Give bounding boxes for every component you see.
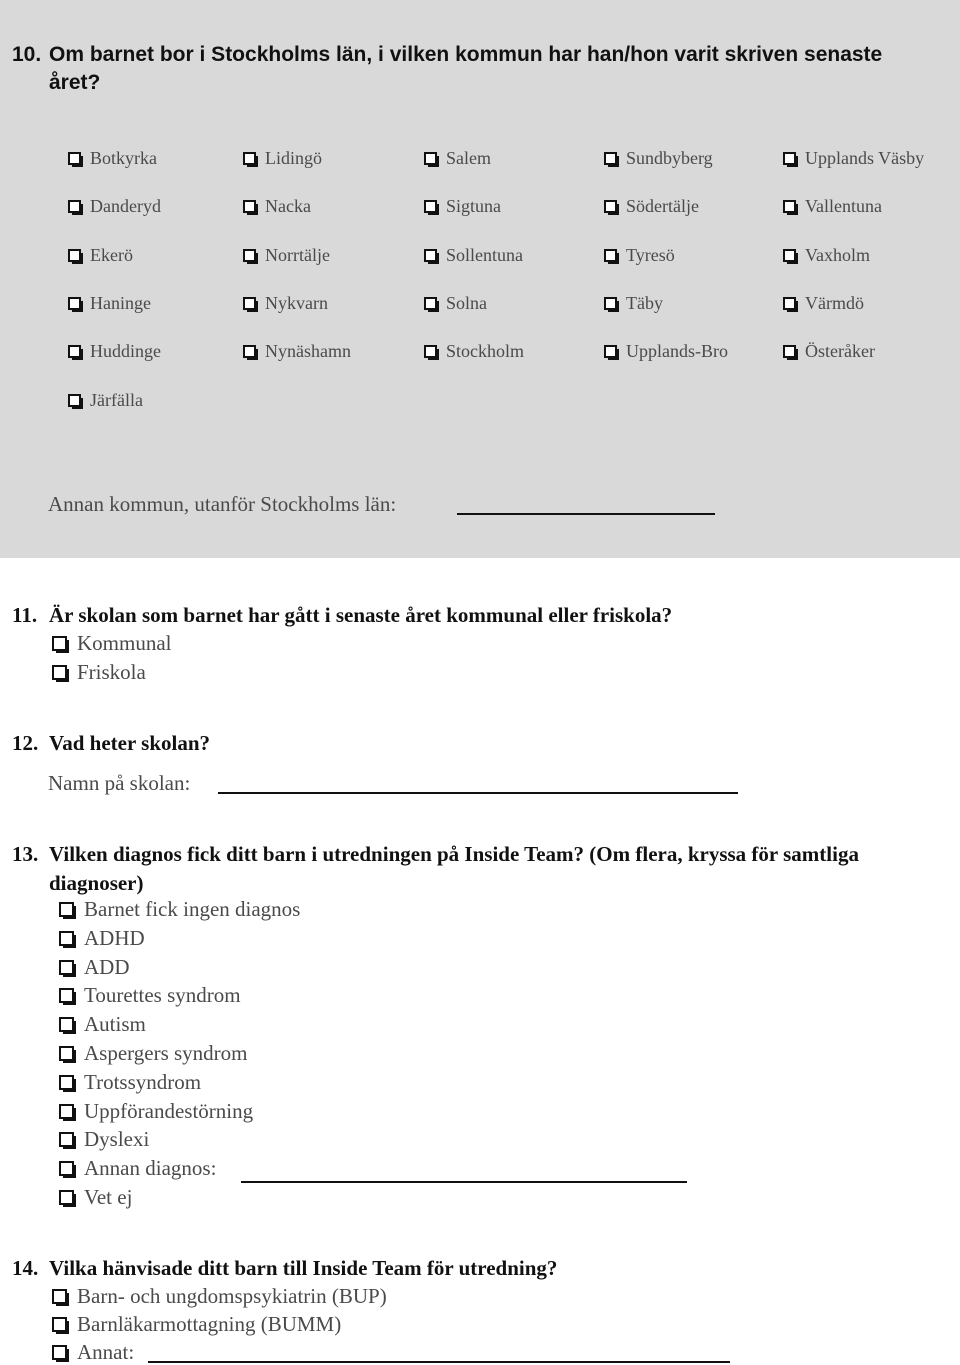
- checkbox-icon[interactable]: [424, 152, 437, 165]
- checkbox-icon[interactable]: [59, 1132, 74, 1147]
- municipality-checkbox[interactable]: [783, 148, 924, 169]
- checkbox-label: Vaxholm: [805, 244, 870, 265]
- checkbox-icon[interactable]: [52, 1345, 67, 1360]
- checkbox-label: Nacka: [265, 196, 311, 217]
- checkbox-icon[interactable]: [52, 1317, 67, 1332]
- checkbox-icon[interactable]: [52, 1289, 67, 1304]
- municipality-checkbox[interactable]: [424, 293, 487, 314]
- diagnosis-checkbox[interactable]: [59, 983, 241, 1008]
- question-11-heading: [12, 601, 942, 630]
- referral-checkbox[interactable]: [52, 1284, 387, 1309]
- checkbox-icon[interactable]: [424, 200, 437, 213]
- checkbox-label: Haninge: [90, 292, 151, 313]
- diagnosis-checkbox[interactable]: [59, 1156, 216, 1181]
- checkbox-label: Vet ej: [84, 1185, 133, 1209]
- checkbox-label: Värmdö: [805, 292, 864, 313]
- municipality-checkbox[interactable]: [783, 293, 864, 314]
- checkbox-icon[interactable]: [604, 200, 617, 213]
- checkbox-label: Sundbyberg: [626, 148, 713, 168]
- diagnosis-checkbox[interactable]: [59, 897, 300, 922]
- referral-checkbox[interactable]: [52, 1312, 341, 1337]
- municipality-checkbox[interactable]: [424, 196, 501, 217]
- checkbox-icon[interactable]: [68, 297, 81, 310]
- checkbox-icon[interactable]: [783, 297, 796, 310]
- municipality-checkbox[interactable]: [243, 293, 328, 314]
- checkbox-icon[interactable]: [243, 249, 256, 262]
- checkbox-icon[interactable]: [783, 345, 796, 358]
- municipality-checkbox[interactable]: [783, 196, 882, 217]
- checkbox-icon[interactable]: [59, 988, 74, 1003]
- checkbox-label: Dyslexi: [84, 1127, 150, 1152]
- checkbox-label: Upplands Väsby: [805, 148, 925, 168]
- checkbox-label: Kommunal: [77, 631, 172, 655]
- municipality-checkbox[interactable]: [68, 390, 143, 411]
- diagnosis-checkbox[interactable]: [59, 1127, 149, 1152]
- checkbox-label: Annan diagnos:: [84, 1156, 217, 1181]
- other-municipality-label: Annan kommun, utanför Stockholms län:: [48, 492, 397, 516]
- checkbox-icon[interactable]: [52, 636, 67, 651]
- diagnosis-checkbox[interactable]: [59, 1185, 132, 1210]
- checkbox-label: Österåker: [805, 341, 875, 362]
- checkbox-icon[interactable]: [424, 297, 437, 310]
- municipality-checkbox[interactable]: [243, 245, 330, 266]
- checkbox-label: Uppförandestörning: [84, 1098, 254, 1123]
- question-text: Vad heter skolan?: [49, 731, 211, 755]
- checkbox-icon[interactable]: [59, 1190, 74, 1205]
- checkbox-label: Salem: [446, 148, 491, 168]
- checkbox-icon[interactable]: [604, 345, 617, 358]
- municipality-checkbox[interactable]: [604, 196, 699, 217]
- municipality-checkbox[interactable]: [424, 341, 524, 362]
- checkbox-label: Sigtuna: [446, 196, 502, 217]
- checkbox-label: Barn- och ungdomspsykiatrin (BUP): [77, 1284, 387, 1308]
- checkbox-icon[interactable]: [783, 249, 796, 262]
- municipality-checkbox[interactable]: [243, 196, 311, 217]
- diagnosis-checkbox[interactable]: [59, 1070, 201, 1095]
- checkbox-label: Annat:: [77, 1340, 135, 1364]
- checkbox-label: Barnläkarmottagning (BUMM): [77, 1312, 342, 1336]
- question-number: 11.: [12, 603, 38, 627]
- checkbox-icon[interactable]: [52, 665, 67, 680]
- question-10-heading: [12, 41, 942, 101]
- municipality-checkbox[interactable]: [68, 341, 161, 362]
- checkbox-icon[interactable]: [68, 152, 81, 165]
- municipality-checkbox[interactable]: [68, 293, 151, 314]
- checkbox-icon[interactable]: [243, 200, 256, 213]
- question-number: 10.: [12, 43, 42, 66]
- checkbox-label: Solna: [446, 292, 488, 313]
- checkbox-icon[interactable]: [68, 249, 81, 262]
- checkbox-icon[interactable]: [59, 931, 74, 946]
- municipality-checkbox[interactable]: [68, 148, 157, 169]
- question-number: 13.: [12, 842, 39, 866]
- municipality-checkbox[interactable]: [604, 293, 663, 314]
- other-referral-field[interactable]: [148, 1361, 730, 1363]
- checkbox-label: Täby: [626, 292, 663, 313]
- other-municipality-field[interactable]: [457, 513, 715, 515]
- municipality-checkbox[interactable]: [243, 341, 351, 362]
- checkbox-icon[interactable]: [604, 297, 617, 310]
- checkbox-icon[interactable]: [68, 394, 81, 407]
- checkbox-icon[interactable]: [783, 152, 796, 165]
- checkbox-icon[interactable]: [59, 1075, 74, 1090]
- checkbox-icon[interactable]: [783, 200, 796, 213]
- checkbox-icon[interactable]: [424, 249, 437, 262]
- question-text: Är skolan som barnet har gått i senaste året kommunal eller friskola?: [49, 603, 673, 627]
- municipality-checkbox[interactable]: [68, 245, 133, 266]
- municipality-checkbox[interactable]: [243, 148, 322, 169]
- question-14-heading: [12, 1254, 942, 1283]
- diagnosis-checkbox[interactable]: [59, 1099, 253, 1124]
- question-number: 14.: [12, 1256, 39, 1280]
- municipality-checkbox[interactable]: [68, 196, 161, 217]
- checkbox-label: Nynäshamn: [265, 341, 351, 362]
- checkbox-label: Tyresö: [626, 244, 675, 265]
- municipality-checkbox[interactable]: [424, 148, 491, 169]
- diagnosis-checkbox[interactable]: [59, 1012, 146, 1037]
- municipality-checkbox[interactable]: [783, 245, 870, 266]
- checkbox-label: Aspergers syndrom: [84, 1041, 248, 1065]
- checkbox-label: ADD: [84, 954, 130, 979]
- checkbox-label: Nykvarn: [265, 292, 328, 313]
- municipality-checkbox[interactable]: [604, 148, 713, 169]
- municipality-checkbox[interactable]: [604, 245, 675, 266]
- checkbox-icon[interactable]: [59, 960, 74, 975]
- checkbox-label: ADHD: [84, 925, 145, 950]
- checkbox-icon[interactable]: [59, 1161, 74, 1176]
- checkbox-label: Lidingö: [265, 148, 322, 168]
- checkbox-label: Ekerö: [90, 244, 133, 265]
- checkbox-icon[interactable]: [243, 345, 256, 358]
- checkbox-icon[interactable]: [604, 152, 617, 165]
- question-text: Vilka hänvisade ditt barn till Inside Team för utredning?: [49, 1256, 558, 1280]
- school-type-checkbox[interactable]: [52, 660, 146, 685]
- other-diagnosis-field[interactable]: [241, 1181, 687, 1183]
- school-name-field[interactable]: [218, 792, 738, 794]
- checkbox-label: Botkyrka: [90, 148, 157, 168]
- checkbox-label: Norrtälje: [265, 244, 330, 265]
- municipality-checkbox[interactable]: [604, 341, 728, 362]
- diagnosis-checkbox[interactable]: [59, 955, 130, 980]
- checkbox-label: Barnet fick ingen diagnos: [84, 897, 301, 921]
- checkbox-icon[interactable]: [59, 1104, 74, 1119]
- checkbox-icon[interactable]: [59, 1017, 74, 1032]
- checkbox-label: Stockholm: [446, 341, 525, 362]
- checkbox-label: Sollentuna: [446, 244, 523, 265]
- checkbox-label: Upplands-Bro: [626, 341, 728, 362]
- checkbox-icon[interactable]: [243, 152, 256, 165]
- checkbox-label: Tourettes syndrom: [84, 983, 241, 1008]
- school-type-checkbox[interactable]: [52, 631, 172, 656]
- checkbox-label: Järfälla: [90, 389, 143, 410]
- municipality-checkbox[interactable]: [783, 341, 875, 362]
- checkbox-icon[interactable]: [424, 345, 437, 358]
- checkbox-icon[interactable]: [604, 249, 617, 262]
- question-12-heading: [12, 729, 942, 758]
- checkbox-icon[interactable]: [68, 345, 81, 358]
- municipality-checkbox[interactable]: [424, 245, 523, 266]
- referral-checkbox[interactable]: [52, 1340, 134, 1365]
- diagnosis-checkbox[interactable]: [59, 926, 145, 951]
- checkbox-icon[interactable]: [68, 200, 81, 213]
- checkbox-icon[interactable]: [243, 297, 256, 310]
- checkbox-label: Autism: [84, 1012, 146, 1037]
- checkbox-label: Friskola: [77, 660, 146, 684]
- checkbox-icon[interactable]: [59, 1046, 74, 1061]
- question-text: Om barnet bor i Stockholms län, i vilken kommun har han/hon varit skriven senaste året?: [49, 43, 883, 94]
- question-13-heading: [12, 840, 942, 898]
- question-text: Vilken diagnos fick ditt barn i utredningen på Inside Team? (Om flera, kryssa för samtliga diagnoser): [49, 842, 859, 895]
- question-number: 12.: [12, 731, 39, 755]
- school-name-label: Namn på skolan:: [48, 771, 191, 795]
- checkbox-label: Huddinge: [90, 341, 161, 362]
- checkbox-icon[interactable]: [59, 902, 74, 917]
- checkbox-label: Danderyd: [90, 196, 161, 217]
- checkbox-label: Södertälje: [626, 196, 699, 217]
- checkbox-label: Vallentuna: [805, 196, 882, 217]
- diagnosis-checkbox[interactable]: [59, 1041, 248, 1066]
- checkbox-label: Trotssyndrom: [84, 1069, 202, 1094]
